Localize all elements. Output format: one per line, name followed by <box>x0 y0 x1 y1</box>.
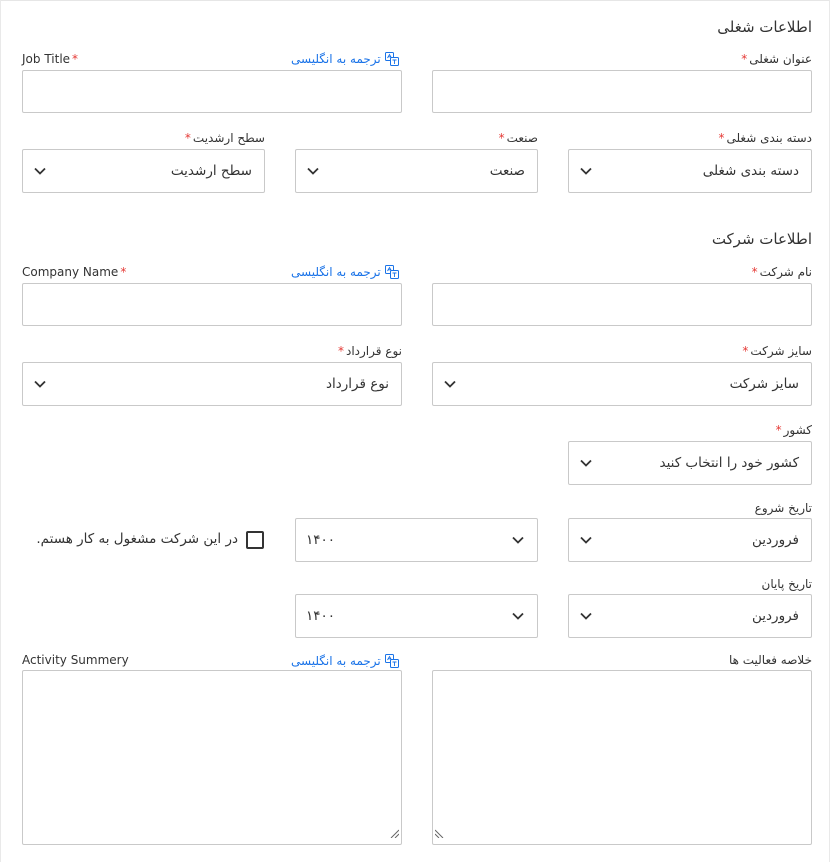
activity-summary-fa-textarea[interactable] <box>432 670 812 845</box>
right-border <box>829 0 830 862</box>
start-year-select[interactable] <box>295 518 538 562</box>
industry-select[interactable] <box>295 149 538 193</box>
required-mark: * <box>742 344 749 358</box>
required-mark: * <box>120 265 127 279</box>
contract-type-select[interactable] <box>22 362 402 406</box>
translate-icon <box>385 265 399 279</box>
job-title-fa-label <box>739 52 812 66</box>
section-title-company-info: اطلاعات شرکت <box>711 230 812 248</box>
chevron-down-icon <box>579 533 593 547</box>
required-mark: * <box>751 265 758 279</box>
company-size-label <box>740 344 812 358</box>
translate-activity-summary-link[interactable] <box>291 654 399 668</box>
start-year-value: ۱۴۰۰ <box>306 532 336 548</box>
company-name-fa-input[interactable] <box>432 283 812 326</box>
left-border <box>0 0 1 862</box>
section-title-job-info: اطلاعات شغلی <box>717 18 812 36</box>
job-title-fa-input[interactable] <box>432 70 812 113</box>
chevron-down-icon <box>579 609 593 623</box>
chevron-down-icon <box>443 377 457 391</box>
top-border <box>0 0 829 3</box>
chevron-down-icon <box>579 456 593 470</box>
translate-label: ترجمه به انگلیسی <box>291 654 381 668</box>
seniority-select[interactable] <box>22 149 265 193</box>
required-mark: * <box>741 52 748 66</box>
start-month-select[interactable] <box>568 518 812 562</box>
translate-company-name-link[interactable] <box>291 265 399 279</box>
industry-value: صنعت <box>489 163 525 179</box>
chevron-down-icon <box>33 377 47 391</box>
job-category-value: دسته بندی شغلی <box>702 163 799 179</box>
country-label <box>774 423 812 437</box>
required-mark: * <box>775 423 782 437</box>
company-name-en-label-text: Company Name <box>22 265 119 279</box>
contract-type-label-text: نوع قرارداد <box>345 344 402 358</box>
job-category-select[interactable] <box>568 149 812 193</box>
required-mark: * <box>184 131 191 145</box>
required-mark: * <box>498 131 505 145</box>
chevron-down-icon <box>33 164 47 178</box>
company-size-label-text: سایز شرکت <box>750 344 812 358</box>
industry-label <box>497 131 538 145</box>
end-month-select[interactable] <box>568 594 812 638</box>
activity-summary-fa-label: خلاصه فعالیت ها <box>728 653 812 667</box>
job-title-en-input[interactable] <box>22 70 402 113</box>
company-name-fa-label <box>750 265 812 279</box>
translate-label: ترجمه به انگلیسی <box>291 52 381 66</box>
chevron-down-icon <box>579 164 593 178</box>
required-mark: * <box>72 52 79 66</box>
company-size-value: سایز شرکت <box>729 376 799 392</box>
translate-icon <box>385 654 399 668</box>
activity-summary-en-label: Activity Summery <box>22 653 129 667</box>
resize-handle-icon[interactable] <box>435 823 445 842</box>
company-name-en-label <box>22 265 128 279</box>
end-year-select[interactable] <box>295 594 538 638</box>
translate-icon <box>385 52 399 66</box>
job-title-en-label <box>22 52 80 66</box>
start-date-label: تاریخ شروع <box>754 501 812 515</box>
industry-label-text: صنعت <box>506 131 538 145</box>
company-name-en-input[interactable] <box>22 283 402 326</box>
country-select[interactable] <box>568 441 812 485</box>
start-month-value: فروردین <box>752 532 799 548</box>
required-mark: * <box>337 344 344 358</box>
resize-handle-icon[interactable] <box>389 823 399 842</box>
end-month-value: فروردین <box>752 608 799 624</box>
contract-type-value: نوع قرارداد <box>325 376 389 392</box>
country-label-text: کشور <box>783 423 812 437</box>
seniority-value: سطح ارشدیت <box>170 163 252 179</box>
job-category-label-text: دسته بندی شغلی <box>726 131 812 145</box>
currently-employed-label: در این شرکت مشغول به کار هستم. <box>36 531 238 547</box>
seniority-label-text: سطح ارشدیت <box>192 131 265 145</box>
chevron-down-icon <box>511 609 525 623</box>
translate-label: ترجمه به انگلیسی <box>291 265 381 279</box>
chevron-down-icon <box>306 164 320 178</box>
contract-type-label <box>336 344 402 358</box>
job-category-label <box>716 131 812 145</box>
company-size-select[interactable] <box>432 362 812 406</box>
end-year-value: ۱۴۰۰ <box>306 608 336 624</box>
required-mark: * <box>718 131 725 145</box>
seniority-label <box>183 131 265 145</box>
job-title-fa-label-text: عنوان شغلی <box>749 52 812 66</box>
job-title-en-label-text: Job Title <box>22 52 71 66</box>
translate-job-title-link[interactable] <box>291 52 399 66</box>
country-value: کشور خود را انتخاب کنید <box>659 455 799 471</box>
chevron-down-icon <box>511 533 525 547</box>
end-date-label: تاریخ پایان <box>761 577 812 591</box>
activity-summary-en-textarea[interactable] <box>22 670 402 845</box>
currently-employed-checkbox[interactable] <box>246 531 264 549</box>
company-name-fa-label-text: نام شرکت <box>759 265 812 279</box>
